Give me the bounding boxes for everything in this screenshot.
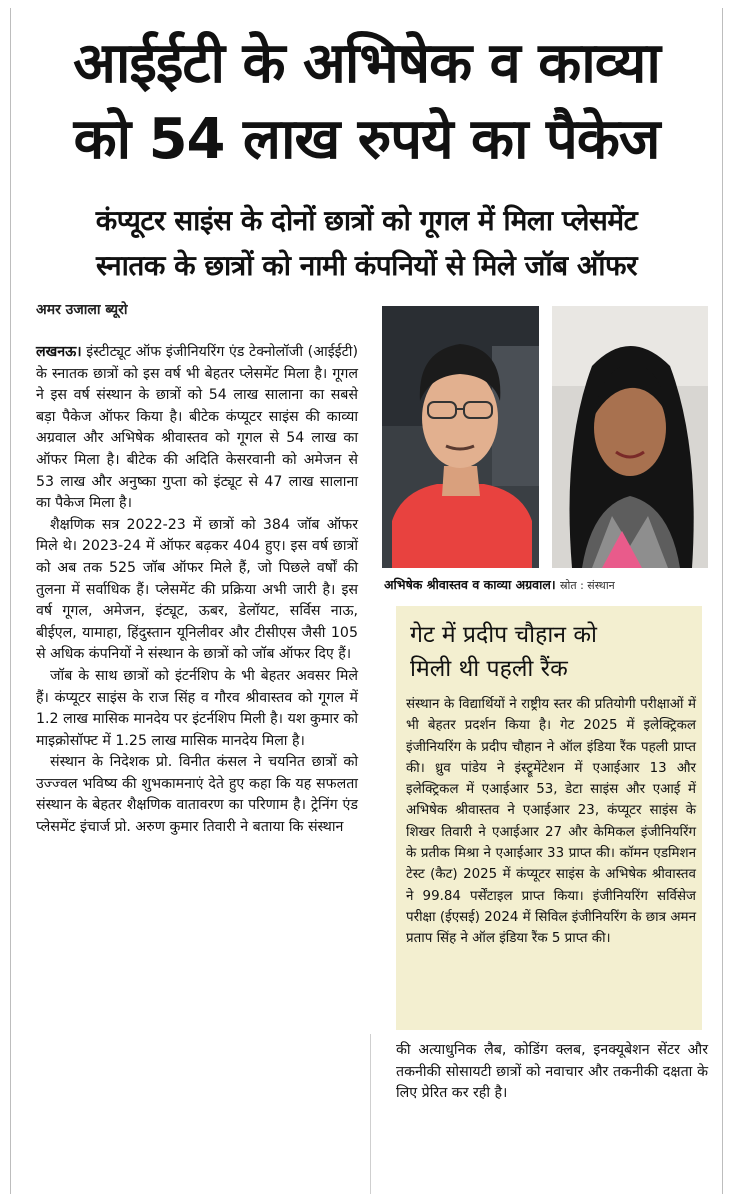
column-divider — [370, 1034, 371, 1194]
headline-line-2: को 54 लाख रुपये का पैकेज — [73, 107, 660, 172]
headline-line-1: आईईटी के अभिषेक व काव्या — [73, 31, 660, 96]
subheadline — [0, 198, 733, 288]
article-column-right-tail — [396, 1040, 708, 1105]
sidebar-box — [396, 606, 702, 1030]
photo-kavya — [552, 306, 708, 568]
subheadline-line-2: स्नातक के छात्रों को नामी कंपनियों से मिले जॉब ऑफर — [95, 249, 638, 282]
photo-source: स्रोत : संस्थान — [559, 579, 615, 592]
dateline: लखनऊ। — [36, 344, 82, 360]
portrait-male-image — [382, 306, 539, 568]
article-paragraph-3: जॉब के साथ छात्रों को इंटर्नशिप के भी बेहतर अवसर मिले हैं। कंप्यूटर साइंस के राज सिंह व गौरव श्रीवास्तव को गूगल में 1.2 लाख मासिक मानदेय पर इंटर्नशिप मिली है। यश कुमार को माइक्रोसॉफ्ट में 1.25 लाख मासिक मानदेय मिला है। — [36, 667, 358, 749]
article-paragraph-4: संस्थान के निदेशक प्रो. विनीत कंसल ने चयनित छात्रों को उज्ज्वल भविष्य की शुभकामनाएं देते हुए कहा कि यह सफलता संस्थान के बेहतर शैक्षणिक वातावरण का परिणाम है। ट्रेनिंग एंड प्लेसमेंट इंचार्ज प्रो. अरुण कुमार तिवारी ने बताया कि संस्थान — [36, 754, 358, 836]
sidebar-text: संस्थान के विद्यार्थियों ने राष्ट्रीय स्तर की प्रतियोगी परीक्षाओं में भी बेहतर प्रदर्शन किया है। गेट 2025 में इलेक्ट्रिकल इंजीनियरिंग के प्रदीप चौहान ने ऑल इंडिया रैंक पहली प्राप्त की। ध्रुव पांडेय ने इंस्ट्रूमेंटेशन में एआईआर 13 और इलेक्ट्रिकल में एआईआर 53, डेटा साइंस और एआई में अभिषेक श्रीवास्तव ने एआईआर 23, कंप्यूटर साइंस के शिखर तिवारी ने एआईआर 27 और केमिकल इंजीनियरिंग के प्रतीक मिश्रा ने एआईआर 33 प्राप्त की। कॉमन एडमिशन टेस्ट (कैट) 2025 में कंप्यूटर साइंस के अभिषेक श्रीवास्तव ने 99.84 पर्सेंटाइल प्राप्त किया। इंजीनियरिंग सर्विसेज परीक्षा (ईएसई) 2024 में सिविल इंजीनियरिंग के छात्र अमन प्रताप सिंह ने ऑल इंडिया रैंक 5 प्राप्त की। — [406, 697, 696, 947]
sidebar-title-line-1: गेट में प्रदीप चौहान को — [410, 622, 597, 648]
portrait-female-image — [552, 306, 708, 568]
article-paragraph-1-text: इंस्टीट्यूट ऑफ इंजीनियरिंग एंड टेक्नोलॉजी (आईईटी) के स्नातक छात्रों को इस वर्ष भी बेहतर प्लेसमेंट मिला है। गूगल ने इस वर्ष संस्थान के छात्रों को 54 लाख सालाना का सबसे बड़ा पैकेज ऑफर किया है। बीटेक कंप्यूटर साइंस की काव्या अग्रवाल और अभिषेक श्रीवास्तव को गूगल से 54 लाख का ऑफर मिला है। बीटेक की अदिति केसरवानी को अमेजन से 53 लाख और अनुष्का गुप्ता को इंट्यूट से 47 लाख सालाना का पैकेज मिला है। — [36, 344, 358, 512]
sidebar-title-line-2: मिली थी पहली रैंक — [410, 656, 568, 682]
photo-caption-text: अभिषेक श्रीवास्तव व काव्या अग्रवाल। — [384, 577, 556, 592]
article-column-left — [36, 342, 358, 839]
sidebar-title — [410, 618, 690, 686]
photo-caption — [384, 576, 615, 593]
subheadline-line-1: कंप्यूटर साइंस के दोनों छात्रों को गूगल में मिला प्लेसमेंट — [95, 204, 638, 237]
article-paragraph-2: शैक्षणिक सत्र 2022-23 में छात्रों को 384 जॉब ऑफर मिले थे। 2023-24 में ऑफर बढ़कर 404 हुए। इस वर्ष छात्रों को अब तक 525 जॉब ऑफर मिले हैं, जो पिछले वर्षों की तुलना में सर्वाधिक हैं। प्लेसमेंट की प्रक्रिया अभी जारी है। इस वर्ष गूगल, अमेजन, इंट्यूट, ऊबर, डेलॉयट, सर्विस नाऊ, बीईएल, यामाहा, हिंदुस्तान यूनिलीवर और टीसीएस जैसी 105 से अधिक कंपनियों ने संस्थान के छात्रों को जॉब ऑफर दिए हैं। — [36, 516, 358, 663]
byline: अमर उजाला ब्यूरो — [36, 302, 128, 318]
article-paragraph-1 — [36, 342, 358, 515]
headline — [0, 26, 733, 178]
article-paragraph-5: की अत्याधुनिक लैब, कोडिंग क्लब, इनक्यूबेशन सेंटर और तकनीकी सोसायटी छात्रों को नवाचार और तकनीकी दक्षता के लिए प्रेरित कर रही है। — [396, 1042, 708, 1102]
photo-abhishek — [382, 306, 539, 568]
